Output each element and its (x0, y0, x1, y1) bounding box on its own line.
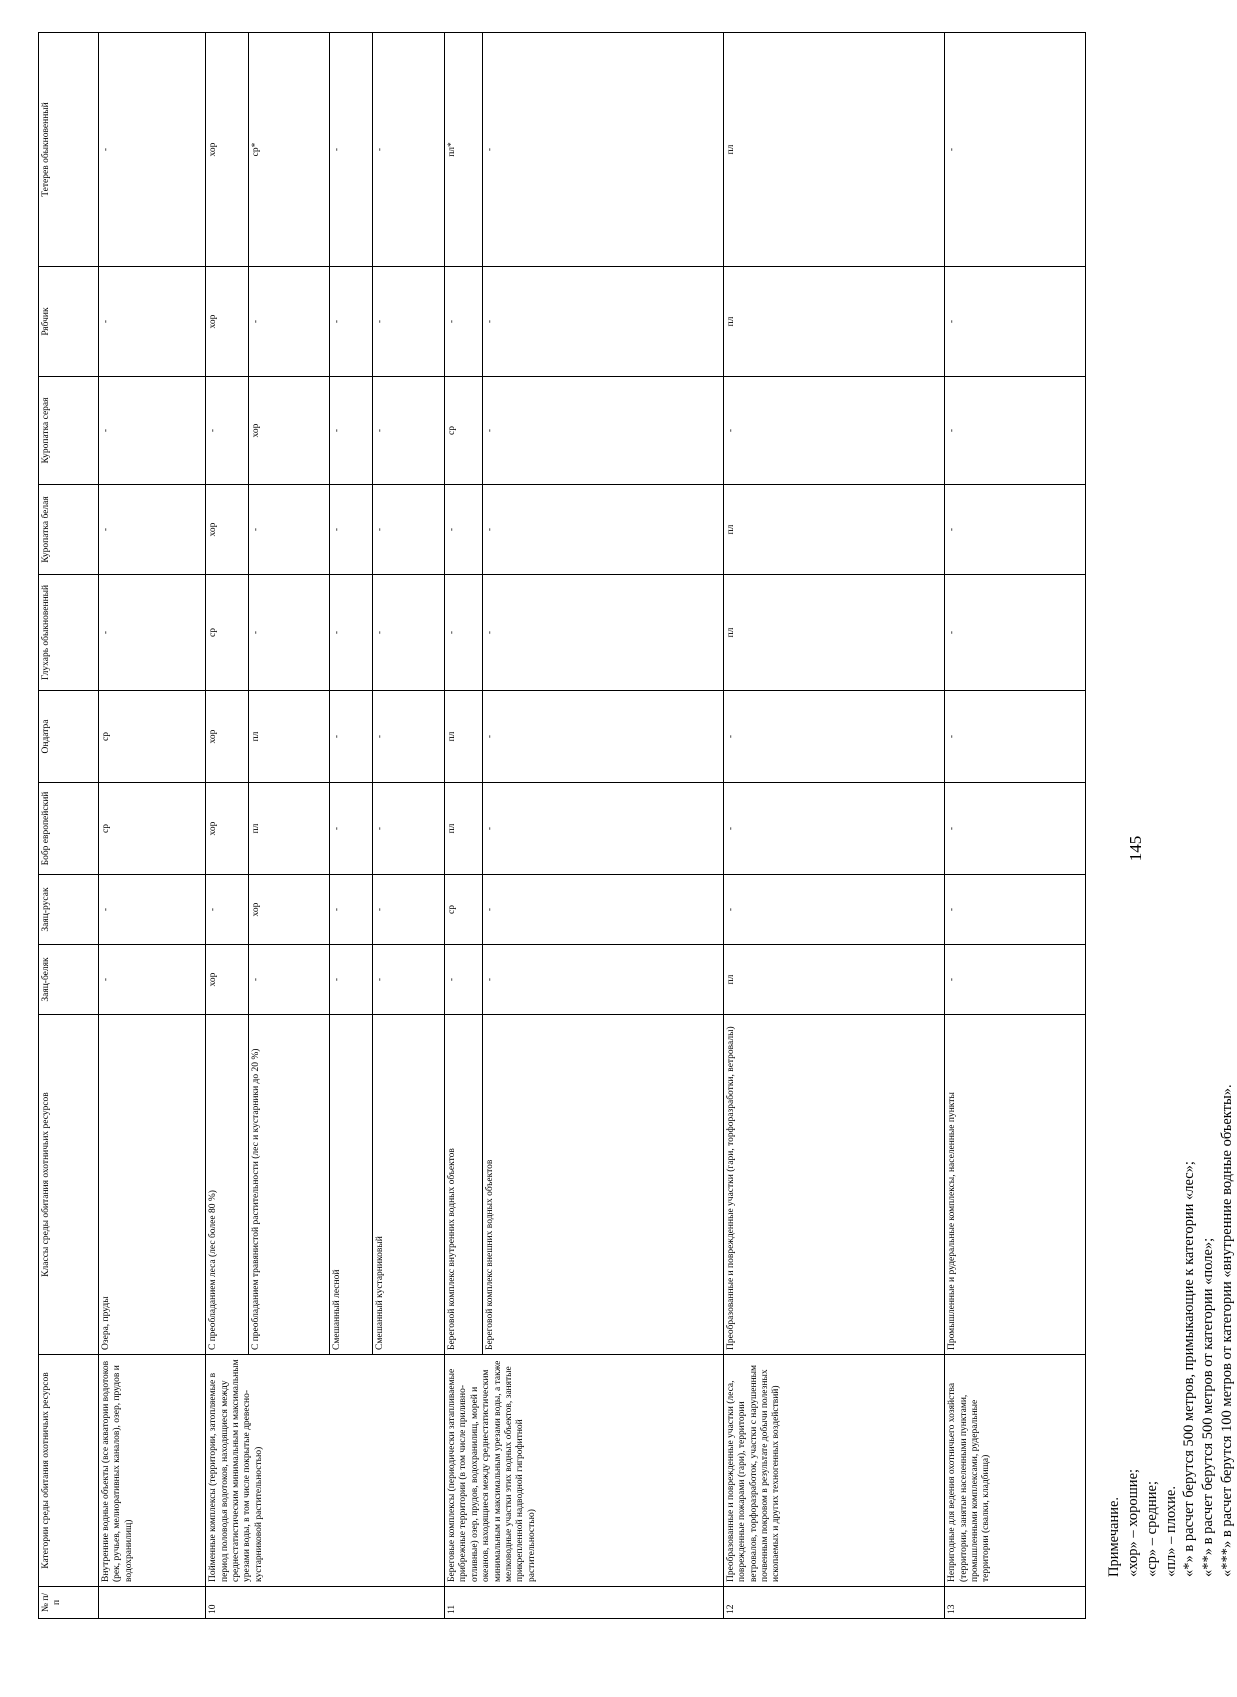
notes-block (1105, 27, 1237, 1577)
value-cell: пл (249, 691, 329, 783)
value-cell: - (329, 945, 372, 1015)
value-cell: пл (723, 575, 944, 691)
note-line: «хор» – хорошие; (1124, 1468, 1141, 1577)
value-cell: ср (444, 377, 482, 485)
header-category: Категории среды обитания охотничьих ресурсов (39, 1355, 99, 1587)
value-cell: пл* (444, 33, 482, 267)
value-cell: пл (444, 783, 482, 875)
class-cell: Смешанный кустарниковый (372, 1015, 444, 1355)
value-cell: - (945, 945, 1086, 1015)
value-cell: - (945, 575, 1086, 691)
value-cell: - (329, 783, 372, 875)
value-cell: - (482, 945, 723, 1015)
class-cell: С преобладанием леса (лес более 80 %) (206, 1015, 249, 1355)
class-cell: Смешанный лесной (329, 1015, 372, 1355)
class-cell: Преобразованные и поврежденные участки (гари, торфоразработки, ветровалы) (723, 1015, 944, 1355)
value-cell: - (249, 267, 329, 377)
header-hare-brown: Заяц-русак (39, 875, 99, 945)
class-cell: С преобладанием травянистой растительности (лес и кустарники до 20 %) (249, 1015, 329, 1355)
note-line: «пл» – плохие. (1162, 1486, 1179, 1577)
row-number: 13 (945, 1587, 1086, 1619)
table-row (206, 33, 249, 1619)
category-cell: Внутренние водные объекты (все акватории водотоков (рек, ручьев, мелиоративных каналов), озер, прудов и водохранилищ) (99, 1355, 206, 1587)
table-header-row (39, 33, 99, 1619)
page-number: 145 (1126, 835, 1145, 862)
header-willow-grouse: Куропатка белая (39, 485, 99, 575)
header-beaver: Бобр европейский (39, 783, 99, 875)
value-cell: - (723, 377, 944, 485)
value-cell: - (945, 267, 1086, 377)
value-cell: - (99, 267, 206, 377)
header-black-grouse: Тетерев обыкновенный (39, 33, 99, 267)
value-cell: - (482, 875, 723, 945)
class-cell: Промышленные и рудеральные комплексы, населенные пункты (945, 1015, 1086, 1355)
value-cell: ср (99, 691, 206, 783)
note-line: «*» в расчет берутся 500 метров, примыкающие к категории «лес»; (1181, 1161, 1198, 1577)
value-cell: пл (444, 691, 482, 783)
header-hazel-grouse: Рябчик (39, 267, 99, 377)
row-number (99, 1587, 206, 1619)
value-cell: - (482, 377, 723, 485)
value-cell: - (372, 875, 444, 945)
note-line: «ср» – средние; (1143, 1481, 1160, 1577)
value-cell: хор (206, 691, 249, 783)
value-cell: - (945, 783, 1086, 875)
header-muskrat: Ондатра (39, 691, 99, 783)
value-cell: - (372, 945, 444, 1015)
value-cell: - (444, 267, 482, 377)
value-cell: - (372, 377, 444, 485)
class-cell: Береговой комплекс внешних водных объектов (482, 1015, 723, 1355)
value-cell: хор (206, 945, 249, 1015)
value-cell: - (329, 875, 372, 945)
header-num: № п/п (39, 1587, 99, 1619)
note-line: «**» в расчет берутся 500 метров от категории «поле»; (1200, 1237, 1217, 1577)
value-cell: - (945, 33, 1086, 267)
value-cell: - (249, 575, 329, 691)
value-cell: - (329, 33, 372, 267)
class-cell: Береговой комплекс внутренних водных объектов (444, 1015, 482, 1355)
value-cell: пл (723, 945, 944, 1015)
header-grey-partridge: Куропатка серая (39, 377, 99, 485)
value-cell: - (329, 485, 372, 575)
value-cell: хор (249, 377, 329, 485)
value-cell: пл (723, 33, 944, 267)
value-cell: - (945, 691, 1086, 783)
header-capercaillie: Глухарь обыкновенный (39, 575, 99, 691)
value-cell: - (482, 575, 723, 691)
value-cell: - (482, 267, 723, 377)
value-cell: пл (249, 783, 329, 875)
header-class: Классы среды обитания охотничьих ресурсов (39, 1015, 99, 1355)
row-number: 11 (444, 1587, 723, 1619)
value-cell: - (444, 485, 482, 575)
value-cell: - (945, 377, 1086, 485)
value-cell: - (99, 377, 206, 485)
table-row (444, 33, 482, 1619)
value-cell: ср (206, 575, 249, 691)
value-cell: ср* (249, 33, 329, 267)
header-hare-white: Заяц-беляк (39, 945, 99, 1015)
value-cell: - (249, 945, 329, 1015)
value-cell: - (99, 485, 206, 575)
value-cell: - (329, 691, 372, 783)
value-cell: - (482, 33, 723, 267)
value-cell: - (329, 267, 372, 377)
value-cell: - (444, 945, 482, 1015)
value-cell: хор (206, 783, 249, 875)
table-row (723, 33, 944, 1619)
table-row (99, 33, 206, 1619)
value-cell: - (723, 691, 944, 783)
value-cell: ср (99, 783, 206, 875)
value-cell: - (99, 575, 206, 691)
value-cell: - (372, 267, 444, 377)
value-cell: - (482, 691, 723, 783)
value-cell: - (372, 691, 444, 783)
note-line: «***» в расчет берутся 100 метров от категории «внутренние водные объекты». (1219, 1084, 1236, 1577)
class-cell: Озера, пруды (99, 1015, 206, 1355)
value-cell: - (99, 33, 206, 267)
value-cell: - (329, 575, 372, 691)
category-cell: Береговые комплексы (периодически затапливаемые прибрежные территории (в том числе приливно-отливные) озер, прудов, водохранилищ, морей и океанов, находящиеся между среднестатистическим минимальным и максимальным урезами воды, а также мелководные участки этих водных объектов, занятые прикрепленной надводной гигрофитной растительностью) (444, 1355, 723, 1587)
category-cell: Преобразованные и поврежденные участки (леса, поврежденные пожарами (гари), территории ветровалов, торфоразработок, участки с нарушенным почвенным покровом в результате добычи полезных ископаемых и других техногенных воздействий) (723, 1355, 944, 1587)
habitat-quality-table (38, 32, 1086, 1619)
value-cell: пл (723, 267, 944, 377)
value-cell: - (372, 485, 444, 575)
row-number: 10 (206, 1587, 445, 1619)
category-cell: Пойменные комплексы (территории, затопляемые в период половодья водотоков, находящиеся между среднестатистическим минимальным и максимальным урезами воды, в том числе покрытые древесно-кустарниковой растительностью) (206, 1355, 445, 1587)
table-row (945, 33, 1086, 1619)
value-cell: - (723, 783, 944, 875)
value-cell: - (206, 377, 249, 485)
value-cell: - (945, 485, 1086, 575)
value-cell: - (249, 485, 329, 575)
category-cell: Непригодные для ведения охотничьего хозяйства (территории, занятые населенными пунктами, промышленными комплексами, рудеральные территории (свалки, кладбища) (945, 1355, 1086, 1587)
value-cell: - (482, 783, 723, 875)
value-cell: хор (249, 875, 329, 945)
value-cell: - (99, 945, 206, 1015)
value-cell: - (329, 377, 372, 485)
row-number: 12 (723, 1587, 944, 1619)
value-cell: - (723, 875, 944, 945)
value-cell: - (206, 875, 249, 945)
value-cell: пл (723, 485, 944, 575)
value-cell: - (372, 783, 444, 875)
value-cell: хор (206, 33, 249, 267)
value-cell: - (482, 485, 723, 575)
notes-title: Примечание. (1106, 1496, 1122, 1577)
value-cell: - (372, 575, 444, 691)
value-cell: - (99, 875, 206, 945)
value-cell: ср (444, 875, 482, 945)
value-cell: - (945, 875, 1086, 945)
value-cell: хор (206, 485, 249, 575)
value-cell: хор (206, 267, 249, 377)
value-cell: - (444, 575, 482, 691)
value-cell: - (372, 33, 444, 267)
